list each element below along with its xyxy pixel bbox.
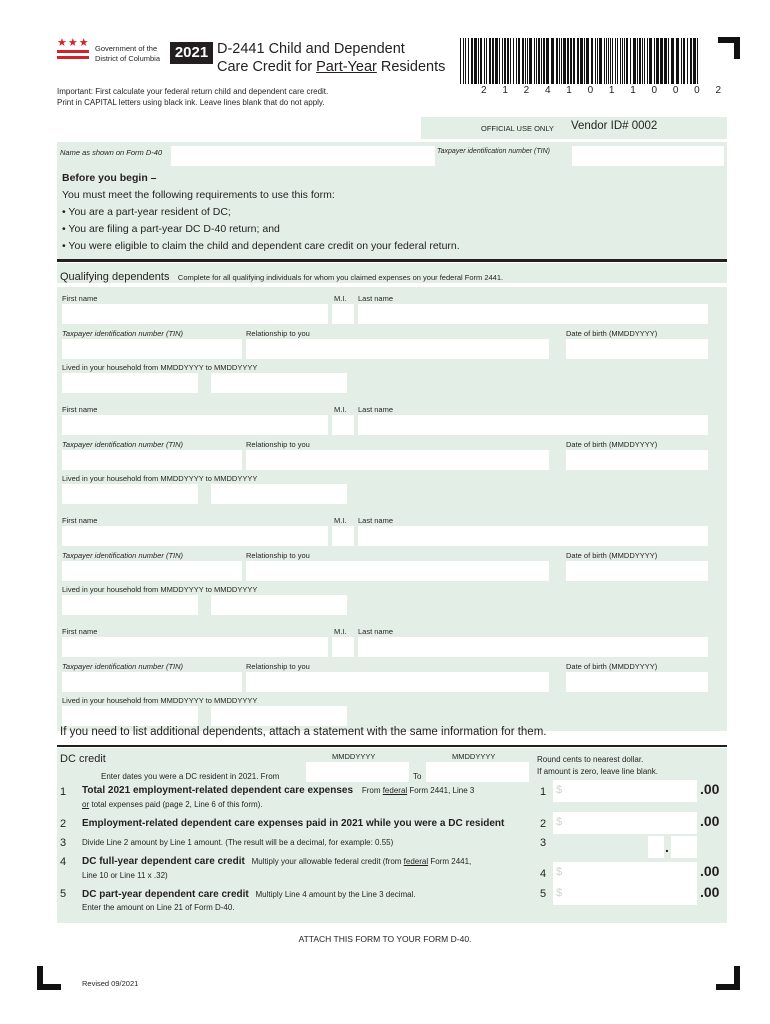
line-4-number: 4 xyxy=(60,856,67,868)
barcode-bar xyxy=(633,38,636,84)
line-1-cents: .00 xyxy=(700,781,720,797)
relationship-label: Relationship to you xyxy=(246,329,310,338)
important-line-2: Print in CAPITAL letters using black ink. Leave lines blank that do not apply. xyxy=(57,98,325,107)
barcode-bar xyxy=(649,38,652,84)
before-item-2: • You are filing a part-year DC D-40 return; and xyxy=(62,223,280,235)
barcode-bar xyxy=(513,38,514,84)
vendor-id: Vendor ID# 0002 xyxy=(571,120,658,132)
barcode-bar xyxy=(642,38,643,84)
last-name-label: Last name xyxy=(358,294,394,303)
last-name-label: Last name xyxy=(358,405,394,414)
last-name-input[interactable] xyxy=(358,304,708,324)
round-note-2: If amount is zero, leave line blank. xyxy=(537,767,658,776)
line-2-number: 2 xyxy=(60,818,67,830)
barcode-bar xyxy=(471,38,473,84)
first-name-label: First name xyxy=(62,627,98,636)
barcode-bar xyxy=(622,38,623,84)
resident-to-label: To xyxy=(413,772,422,781)
barcode-bar xyxy=(463,38,464,84)
barcode-bar xyxy=(570,38,572,84)
dob-label: Date of birth (MMDDYYYY) xyxy=(566,662,658,671)
barcode-bar xyxy=(608,38,609,84)
barcode-bar xyxy=(697,38,698,84)
line-2-dollar-sign: $ xyxy=(556,816,563,828)
barcode-bar xyxy=(639,38,641,84)
dependent-block-3 xyxy=(57,509,727,620)
lived-to-input[interactable] xyxy=(211,595,347,615)
barcode-bar xyxy=(637,38,638,84)
important-line-1: Important: First calculate your federal return child and dependent care credit. xyxy=(57,87,329,96)
lived-from-input[interactable] xyxy=(62,706,198,726)
dependent-block-1 xyxy=(57,287,727,398)
barcode-bar xyxy=(529,38,532,84)
barcode-bar xyxy=(624,38,625,84)
line-5-cents: .00 xyxy=(700,884,720,900)
relationship-input[interactable] xyxy=(246,672,549,692)
barcode-bar xyxy=(664,38,667,84)
first-name-input[interactable] xyxy=(62,415,328,435)
tin-label: Taxpayer identification number (TIN) xyxy=(62,329,184,338)
dc-credit-heading: DC credit xyxy=(60,753,106,765)
dob-label: Date of birth (MMDDYYYY) xyxy=(566,440,658,449)
barcode-bar xyxy=(536,38,537,84)
last-name-label: Last name xyxy=(358,627,394,636)
qualifying-heading: Qualifying dependents Complete for all qualifying individuals for whom you claimed expenses on your federal Form 2441. xyxy=(60,271,504,283)
amount-line-5-number: 5 xyxy=(540,888,547,900)
first-name-label: First name xyxy=(62,516,98,525)
official-use-label: OFFICIAL USE ONLY xyxy=(481,124,554,133)
barcode-digits: 2 1 2 4 1 0 1 1 0 0 0 2 xyxy=(481,85,725,96)
mi-input[interactable] xyxy=(332,304,354,324)
barcode-bar xyxy=(586,38,589,84)
corner-mark-bottom-left-h xyxy=(37,984,61,990)
lived-to-input[interactable] xyxy=(211,706,347,726)
lived-from-input[interactable] xyxy=(62,373,198,393)
dob-input[interactable] xyxy=(566,450,708,470)
section-divider xyxy=(57,259,727,262)
gov-line-1: Government of the xyxy=(95,44,158,53)
barcode-bar xyxy=(502,38,503,84)
dob-input[interactable] xyxy=(566,561,708,581)
line-1-number: 1 xyxy=(60,786,67,798)
before-heading: Before you begin – xyxy=(62,172,157,184)
amount-line-4-number: 4 xyxy=(540,868,547,880)
barcode-bar xyxy=(591,38,593,84)
tin-label: Taxpayer identification number (TIN) xyxy=(62,551,184,560)
barcode-bar xyxy=(563,38,566,84)
revised-date: Revised 09/2021 xyxy=(82,979,139,988)
lived-label: Lived in your household from MMDDYYYY to MMDDYYYY xyxy=(62,474,258,483)
barcode-bar xyxy=(538,38,540,84)
lived-label: Lived in your household from MMDDYYYY to MMDDYYYY xyxy=(62,585,258,594)
resident-from-input[interactable] xyxy=(306,762,409,782)
dependent-block-2 xyxy=(57,398,727,509)
name-label: Name as shown on Form D-40 xyxy=(60,148,163,157)
amount-line-3-number: 3 xyxy=(540,837,547,849)
barcode-bar xyxy=(518,38,520,84)
barcode-bar xyxy=(606,38,607,84)
gov-line-2: District of Columbia xyxy=(95,54,161,63)
tin-label: Taxpayer identification number (TIN) xyxy=(437,148,550,155)
additional-dependents-note: If you need to list additional dependents, attach a statement with the same information for them. xyxy=(60,726,547,738)
dob-label: Date of birth (MMDDYYYY) xyxy=(566,551,658,560)
line-1-text-2: or total expenses paid (page 2, Line 6 of this form). xyxy=(82,800,263,809)
mi-label: M.I. xyxy=(334,516,347,525)
line-5-amount-input[interactable] xyxy=(553,883,697,905)
barcode-bar xyxy=(561,38,562,84)
barcode-bar xyxy=(489,38,491,84)
barcode-bar xyxy=(465,38,466,84)
line-3-decimal-point: . xyxy=(665,839,669,855)
barcode-bar xyxy=(604,38,605,84)
barcode-bar xyxy=(676,38,679,84)
barcode-bar xyxy=(507,38,509,84)
barcode-bar xyxy=(693,38,696,84)
relationship-input[interactable] xyxy=(246,339,549,359)
line-1-amount-input[interactable] xyxy=(553,780,697,802)
line-4-amount-input[interactable] xyxy=(553,862,697,884)
relationship-input[interactable] xyxy=(246,561,549,581)
line-2-cents: .00 xyxy=(700,813,720,829)
tin-label: Taxpayer identification number (TIN) xyxy=(62,662,184,671)
mi-input[interactable] xyxy=(332,526,354,546)
barcode-bar xyxy=(499,38,500,84)
barcode-bar xyxy=(541,38,542,84)
last-name-input[interactable] xyxy=(358,415,708,435)
barcode-bar xyxy=(480,38,482,84)
first-name-input[interactable] xyxy=(62,637,328,657)
line-1-dollar-sign: $ xyxy=(556,784,563,796)
relationship-label: Relationship to you xyxy=(246,551,310,560)
dob-input[interactable] xyxy=(566,339,708,359)
form-title-line-1: D-2441 Child and Dependent xyxy=(217,41,405,57)
barcode-bar xyxy=(690,38,692,84)
dependent-tin-input[interactable] xyxy=(62,339,242,359)
lived-label: Lived in your household from MMDDYYYY to MMDDYYYY xyxy=(62,363,258,372)
barcode-bar xyxy=(612,38,613,84)
barcode-bar xyxy=(681,38,682,84)
barcode-bar xyxy=(492,38,494,84)
barcode-bar xyxy=(546,38,549,84)
line-4-text: DC full-year dependent care credit Multiply your allowable federal credit (from federal Form 2441, xyxy=(82,856,472,867)
lived-from-input[interactable] xyxy=(62,595,198,615)
resident-to-input[interactable] xyxy=(426,762,529,782)
dependent-tin-input[interactable] xyxy=(62,561,242,581)
line-2-amount-input[interactable] xyxy=(553,812,697,834)
barcode-bar xyxy=(660,38,663,84)
line-4-text-2: Line 10 or Line 11 x .32) xyxy=(82,871,168,880)
tin-input[interactable] xyxy=(572,146,724,166)
barcode-bar xyxy=(567,38,569,84)
line-4-cents: .00 xyxy=(700,863,720,879)
barcode-bar xyxy=(510,38,511,84)
barcode-bar xyxy=(504,38,506,84)
line-3-text: Divide Line 2 amount by Line 1 amount. (The result will be a decimal, for example: 0.55) xyxy=(82,838,394,847)
barcode xyxy=(460,38,700,86)
line-5-dollar-sign: $ xyxy=(556,887,563,899)
dependent-block-4 xyxy=(57,620,727,731)
barcode-bar xyxy=(516,38,517,84)
barcode-bar xyxy=(644,38,645,84)
round-note-1: Round cents to nearest dollar. xyxy=(537,755,644,764)
barcode-bar xyxy=(522,38,524,84)
barcode-bar xyxy=(683,38,685,84)
line-5-text: DC part-year dependent care credit Multiply Line 4 amount by the Line 3 decimal. xyxy=(82,889,416,900)
barcode-bar xyxy=(630,38,631,84)
barcode-bar xyxy=(468,38,469,84)
barcode-bar xyxy=(647,38,648,84)
first-name-label: First name xyxy=(62,294,98,303)
line-3-decimal-input[interactable] xyxy=(671,836,697,858)
tin-label: Taxpayer identification number (TIN) xyxy=(62,440,184,449)
barcode-bar xyxy=(584,38,585,84)
barcode-bar xyxy=(474,38,477,84)
lived-to-input[interactable] xyxy=(211,484,347,504)
line-4-dollar-sign: $ xyxy=(556,866,563,878)
barcode-bar xyxy=(543,38,545,84)
barcode-bar xyxy=(577,38,579,84)
line-5-text-2: Enter the amount on Line 21 of Form D-40. xyxy=(82,903,235,912)
mmdd-label-1: MMDDYYYY xyxy=(332,752,376,761)
last-name-input[interactable] xyxy=(358,526,708,546)
corner-mark-top-right-v xyxy=(734,37,740,59)
barcode-bar xyxy=(668,38,669,84)
last-name-input[interactable] xyxy=(358,637,708,657)
lived-from-input[interactable] xyxy=(62,484,198,504)
before-intro: You must meet the following requirements to use this form: xyxy=(62,189,335,201)
mi-input[interactable] xyxy=(332,637,354,657)
barcode-bar xyxy=(559,38,560,84)
first-name-input[interactable] xyxy=(62,526,328,546)
name-input[interactable] xyxy=(171,146,435,166)
barcode-bar xyxy=(656,38,659,84)
line-5-number: 5 xyxy=(60,888,67,900)
barcode-bar xyxy=(460,38,461,84)
barcode-bar xyxy=(551,38,554,84)
lived-to-input[interactable] xyxy=(211,373,347,393)
mi-label: M.I. xyxy=(334,627,347,636)
amount-line-1-number: 1 xyxy=(540,786,547,798)
barcode-bar xyxy=(478,38,479,84)
barcode-bar xyxy=(597,38,598,84)
barcode-bar xyxy=(615,38,616,84)
form-title-line-2: Care Credit for Part-Year Residents xyxy=(217,59,446,75)
mi-label: M.I. xyxy=(334,405,347,414)
attach-instruction: ATTACH THIS FORM TO YOUR FORM D-40. xyxy=(298,934,472,944)
barcode-bar xyxy=(617,38,618,84)
barcode-bar xyxy=(595,38,596,84)
barcode-bar xyxy=(610,38,611,84)
barcode-bar xyxy=(486,38,487,84)
line-2-text: Employment-related dependent care expenses paid in 2021 while you were a DC resident xyxy=(82,818,505,829)
mi-label: M.I. xyxy=(334,294,347,303)
dependent-tin-input[interactable] xyxy=(62,672,242,692)
relationship-label: Relationship to you xyxy=(246,440,310,449)
last-name-label: Last name xyxy=(358,516,394,525)
mmdd-label-2: MMDDYYYY xyxy=(452,752,496,761)
first-name-input[interactable] xyxy=(62,304,328,324)
barcode-bar xyxy=(687,38,688,84)
barcode-bar xyxy=(671,38,674,84)
line-1-text: Total 2021 employment-related dependent care expenses From federal Form 2441, Line 3 xyxy=(82,785,475,796)
barcode-bar xyxy=(580,38,583,84)
barcode-bar xyxy=(525,38,526,84)
line-3-decimal-left[interactable] xyxy=(648,836,664,858)
dc-credit-divider xyxy=(57,745,727,747)
before-item-1: • You are a part-year resident of DC; xyxy=(62,206,231,218)
relationship-input[interactable] xyxy=(246,450,549,470)
amount-line-2-number: 2 xyxy=(540,818,547,830)
barcode-bar xyxy=(495,38,498,84)
line-3-number: 3 xyxy=(60,837,67,849)
year-badge: 2021 xyxy=(170,42,213,64)
barcode-bar xyxy=(484,38,485,84)
resident-dates-label: Enter dates you were a DC resident in 2021. From xyxy=(101,772,280,781)
before-item-3: • You were eligible to claim the child and dependent care credit on your federal return. xyxy=(62,240,460,252)
barcode-bar xyxy=(573,38,575,84)
barcode-bar xyxy=(620,38,621,84)
barcode-bar xyxy=(599,38,602,84)
mi-input[interactable] xyxy=(332,415,354,435)
dc-flag-logo xyxy=(57,38,89,62)
barcode-bar xyxy=(534,38,535,84)
dob-input[interactable] xyxy=(566,672,708,692)
barcode-bar xyxy=(556,38,558,84)
dob-label: Date of birth (MMDDYYYY) xyxy=(566,329,658,338)
flag-stars-icon: ★★★ xyxy=(57,37,90,49)
lived-label: Lived in your household from MMDDYYYY to MMDDYYYY xyxy=(62,696,258,705)
barcode-bar xyxy=(654,38,655,84)
barcode-bar xyxy=(527,38,528,84)
first-name-label: First name xyxy=(62,405,98,414)
barcode-bar xyxy=(626,38,628,84)
relationship-label: Relationship to you xyxy=(246,662,310,671)
corner-mark-bottom-right-h xyxy=(716,984,740,990)
dependent-tin-input[interactable] xyxy=(62,450,242,470)
